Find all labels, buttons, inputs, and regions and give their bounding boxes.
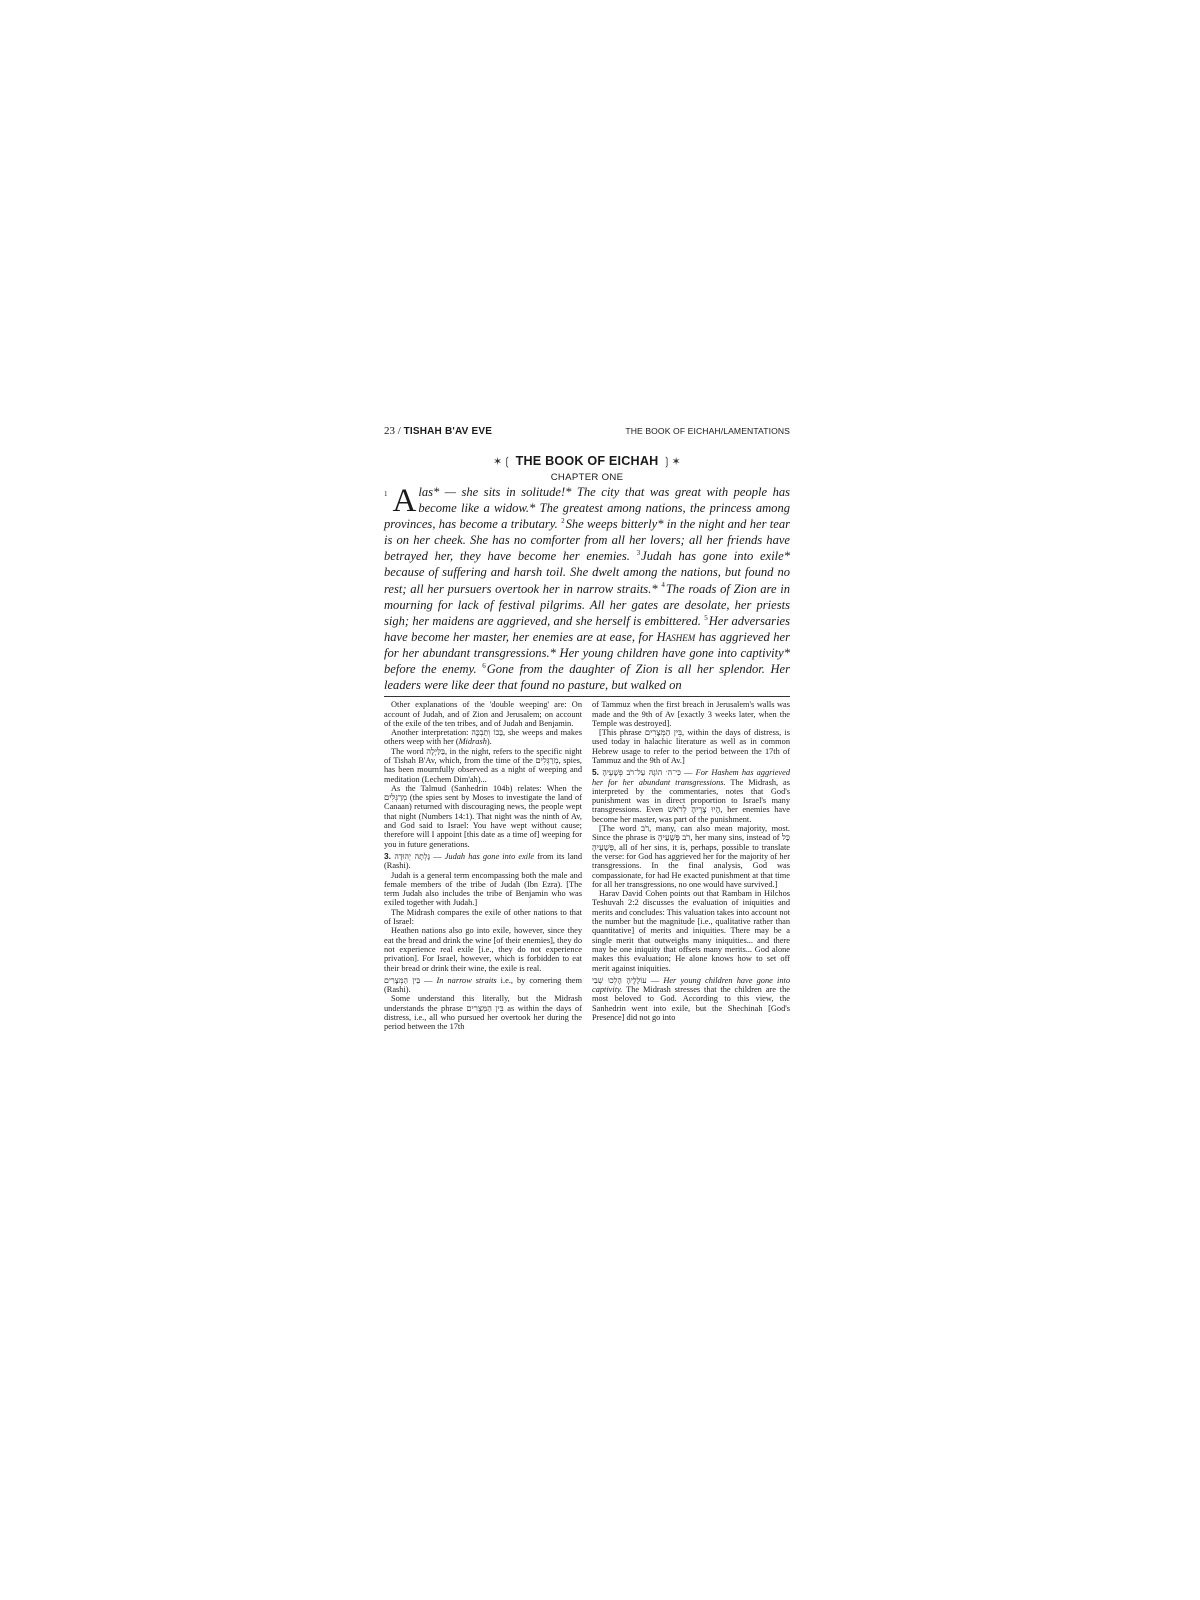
commentary-right-column <box>592 700 790 1031</box>
commentary-paragraph: of Tammuz when the first breach in Jerusalem's walls was made and the 9th of Av [exactly 3 weeks later, when the Temple was destroyed]. <box>592 700 790 728</box>
commentary-lemma: עוֹלָלֶיהָ הָלְכוּ שְׁבִי — Her young children have gone into captivity. The Midrash stresses that the children are the most beloved to God. According to this view, the Sanhedrin went into exile, but the Shechinah [God's Presence] did not go into <box>592 975 791 1023</box>
verse-number-1: 1 <box>384 490 388 498</box>
lemma-hebrew: כִּי־ה׳ הוֹגָהּ עַל־רֹב פְּשָׁעֶיהָ <box>602 768 681 778</box>
book-title-text: THE BOOK OF EICHAH <box>515 454 659 468</box>
lemma-gloss: Her young children have gone into captivity. <box>592 975 791 995</box>
commentary-paragraph: The word בַּלַּיְלָה, in the night, refers to the specific night of Tishah B'Av, which, from the time of the מְרַגְּלִים, spies, has been mournfully observed as a night of weeping and meditation (Lechem Dim'ah)... <box>384 746 583 784</box>
source-citation: Midrash <box>458 737 487 747</box>
ornament-right-icon: ❳✶ <box>662 456 681 468</box>
section-title: TISHAH B'AV EVE <box>403 426 493 437</box>
book-page <box>384 425 790 1032</box>
scripture-text <box>384 484 790 693</box>
running-head-separator: / <box>395 425 404 437</box>
lemma-gloss: For Hashem has aggrieved her for her abundant transgressions. <box>592 768 790 787</box>
running-head <box>384 425 790 439</box>
commentary-lemma: 3. גָּלְתָה יְהוּדָה — Judah has gone into exile from its land (Rashi). <box>384 850 582 871</box>
lemma-gloss: Judah has gone into exile <box>444 851 535 861</box>
lemma-hebrew: עוֹלָלֶיהָ הָלְכוּ שְׁבִי <box>592 975 647 985</box>
commentary-left-column <box>384 700 582 1031</box>
page-number: 23 <box>384 425 395 437</box>
commentary-paragraph: The Midrash compares the exile of other nations to that of Israel: <box>384 907 582 927</box>
verse-3: Judah has gone into exile* because of suffering and harsh toil. She dwelt among the nations, but found no rest; all her pursuers overtook her in narrow straits.* <box>384 549 791 596</box>
lemma-hebrew: גָּלְתָה יְהוּדָה <box>394 851 431 861</box>
commentary-paragraph: Harav David Cohen points out that Rambam in Hilchos Teshuvah 2:2 discusses the evaluation of iniquities and merits and concludes: This valuation takes into account not the number but the magnitude [i.e., qualitative rather than quantitative] of merits and iniquities. There may be a single merit that outweighs many iniquities... and there may be one iniquity that offsets many merits... God alone makes this evaluation; He alone knows how to set off merit against iniquities. <box>592 889 790 973</box>
verse-4: The roads of Zion are in mourning for lack of festival pilgrims. All her gates are desolate, her priests sigh; her maidens are aggrieved, and she herself is embittered. <box>384 581 790 628</box>
verse-number-2: 2 <box>561 517 565 526</box>
commentary-paragraph: As the Talmud (Sanhedrin 104b) relates: When the מְרַגְּלִים (the spies sent by Moses to investigate the land of Canaan) returned with discouraging news, the people wept that night (Numbers 14:1). That night was the ninth of Av, and God said to Israel: You have wept without cause; therefore will I appoint [this date as a time of] weeping for you in future generations. <box>384 783 582 849</box>
chapter-heading: CHAPTER ONE <box>550 472 624 483</box>
commentary-paragraph: Another interpretation: בָּכוֹ וְתַבְכֶּה, she weeps and makes others weep with her (Midrash). <box>384 728 582 747</box>
commentary-lemma: בֵּין הַמְּצָרִים — In narrow straits i.e., by cornering them (Rashi). <box>384 975 583 995</box>
ornament-left-icon: ✶❲ <box>493 456 512 468</box>
drop-cap: A <box>392 483 417 519</box>
verse-2: She weeps bitterly* in the night and her tear is on her cheek. She has no comforter from all her lovers; all her friends have betrayed her, they have become her enemies. <box>384 517 790 564</box>
verse-number-3: 3 <box>636 549 641 558</box>
running-head-left <box>384 425 492 437</box>
lemma-hebrew: בֵּין הַמְּצָרִים <box>384 975 421 985</box>
commentary-paragraph: [This phrase בֵּין הַמְּצָרִים, within the days of distress, is used today in halachic literature as well as in common Hebrew usage to refer to the period between the 17th of Tammuz and the 9th of Av.] <box>592 728 790 765</box>
commentary-paragraph: [The word רֹב, many, can also mean majority, most. Since the phrase is רֹב פְּשָׁעֶיהָ, her many sins, instead of כָּל פְּשָׁעֶיהָ, all of her sins, it is, perhaps, possible to translate the verse: for God has aggrieved her for the majority of her transgressions. In the final analysis, God was compassionate, for had He exacted punishment at that time for all her transgressions, no one would have survived.] <box>592 824 791 889</box>
verse-5b: has aggrieved her for her abundant transgressions.* Her young children have gone into captivity* before the enemy. <box>384 629 791 677</box>
verse-number-6: 6 <box>482 661 486 670</box>
verse-6: Gone from the daughter of Zion is all her splendor. Her leaders were like deer that found no pasture, but walked on <box>384 662 790 693</box>
commentary <box>384 700 790 1031</box>
commentary-paragraph: Some understand this literally, but the Midrash understands the phrase בֵּין הַמְּצָרִים as within the days of distress, i.e., all who pursued her overtook her during the period between the 17th <box>384 994 582 1032</box>
verse-5a: Her adversaries have become her master, her enemies are at ease, for <box>384 613 791 644</box>
book-running-title: THE BOOK OF EICHAH/LAMENTATIONS <box>625 426 790 436</box>
commentary-lemma: 5. כִּי־ה׳ הוֹגָהּ עַל־רֹב פְּשָׁעֶיהָ — For Hashem has aggrieved her for her abundant transgressions. The Midrash, as interpreted by the commentaries, notes that God's punishment was in direct proportion to Israel's many transgressions. Even הָיוּ צָרֶיהָ לְרֹאשׁ, her enemies have become her master, was part of the punishment. <box>592 767 790 824</box>
verse-1: las* — she sits in solitude!* The city that was great with people has become like a widow.* The greatest among nations, the princess among provinces, has become a tributary. <box>384 485 790 532</box>
commentary-paragraph: Heathen nations also go into exile, however, since they eat the bread and drink the wine [of their enemies], they do not experience real exile [i.e., they do not experience privation]. For Israel, however, which is forbidden to eat their bread or drink their wine, the exile is real. <box>384 926 582 973</box>
book-title <box>384 454 790 469</box>
verse-number-4: 4 <box>661 581 665 590</box>
lemma-verse-number: 5. <box>592 767 603 778</box>
lemma-verse-number: 3. <box>384 850 395 861</box>
commentary-paragraph: Judah is a general term encompassing both the male and female members of the tribe of Judah (Ibn Ezra). [The term Judah also includes the tribe of Benjamin who was exiled together with Judah.] <box>384 870 582 908</box>
divine-name: Hashem <box>656 629 696 644</box>
hebrew-term: בָּכוֹ וְתַבְכֶּה <box>471 728 504 738</box>
commentary-paragraph: Other explanations of the 'double weeping' are: On account of Judah, and of Zion and Jerusalem; on account of the exile of the ten tribes, and of Judah and Benjamin. <box>384 700 582 728</box>
lemma-gloss: In narrow straits <box>436 975 497 985</box>
verse-number-5: 5 <box>704 613 708 622</box>
commentary-divider <box>384 696 790 697</box>
